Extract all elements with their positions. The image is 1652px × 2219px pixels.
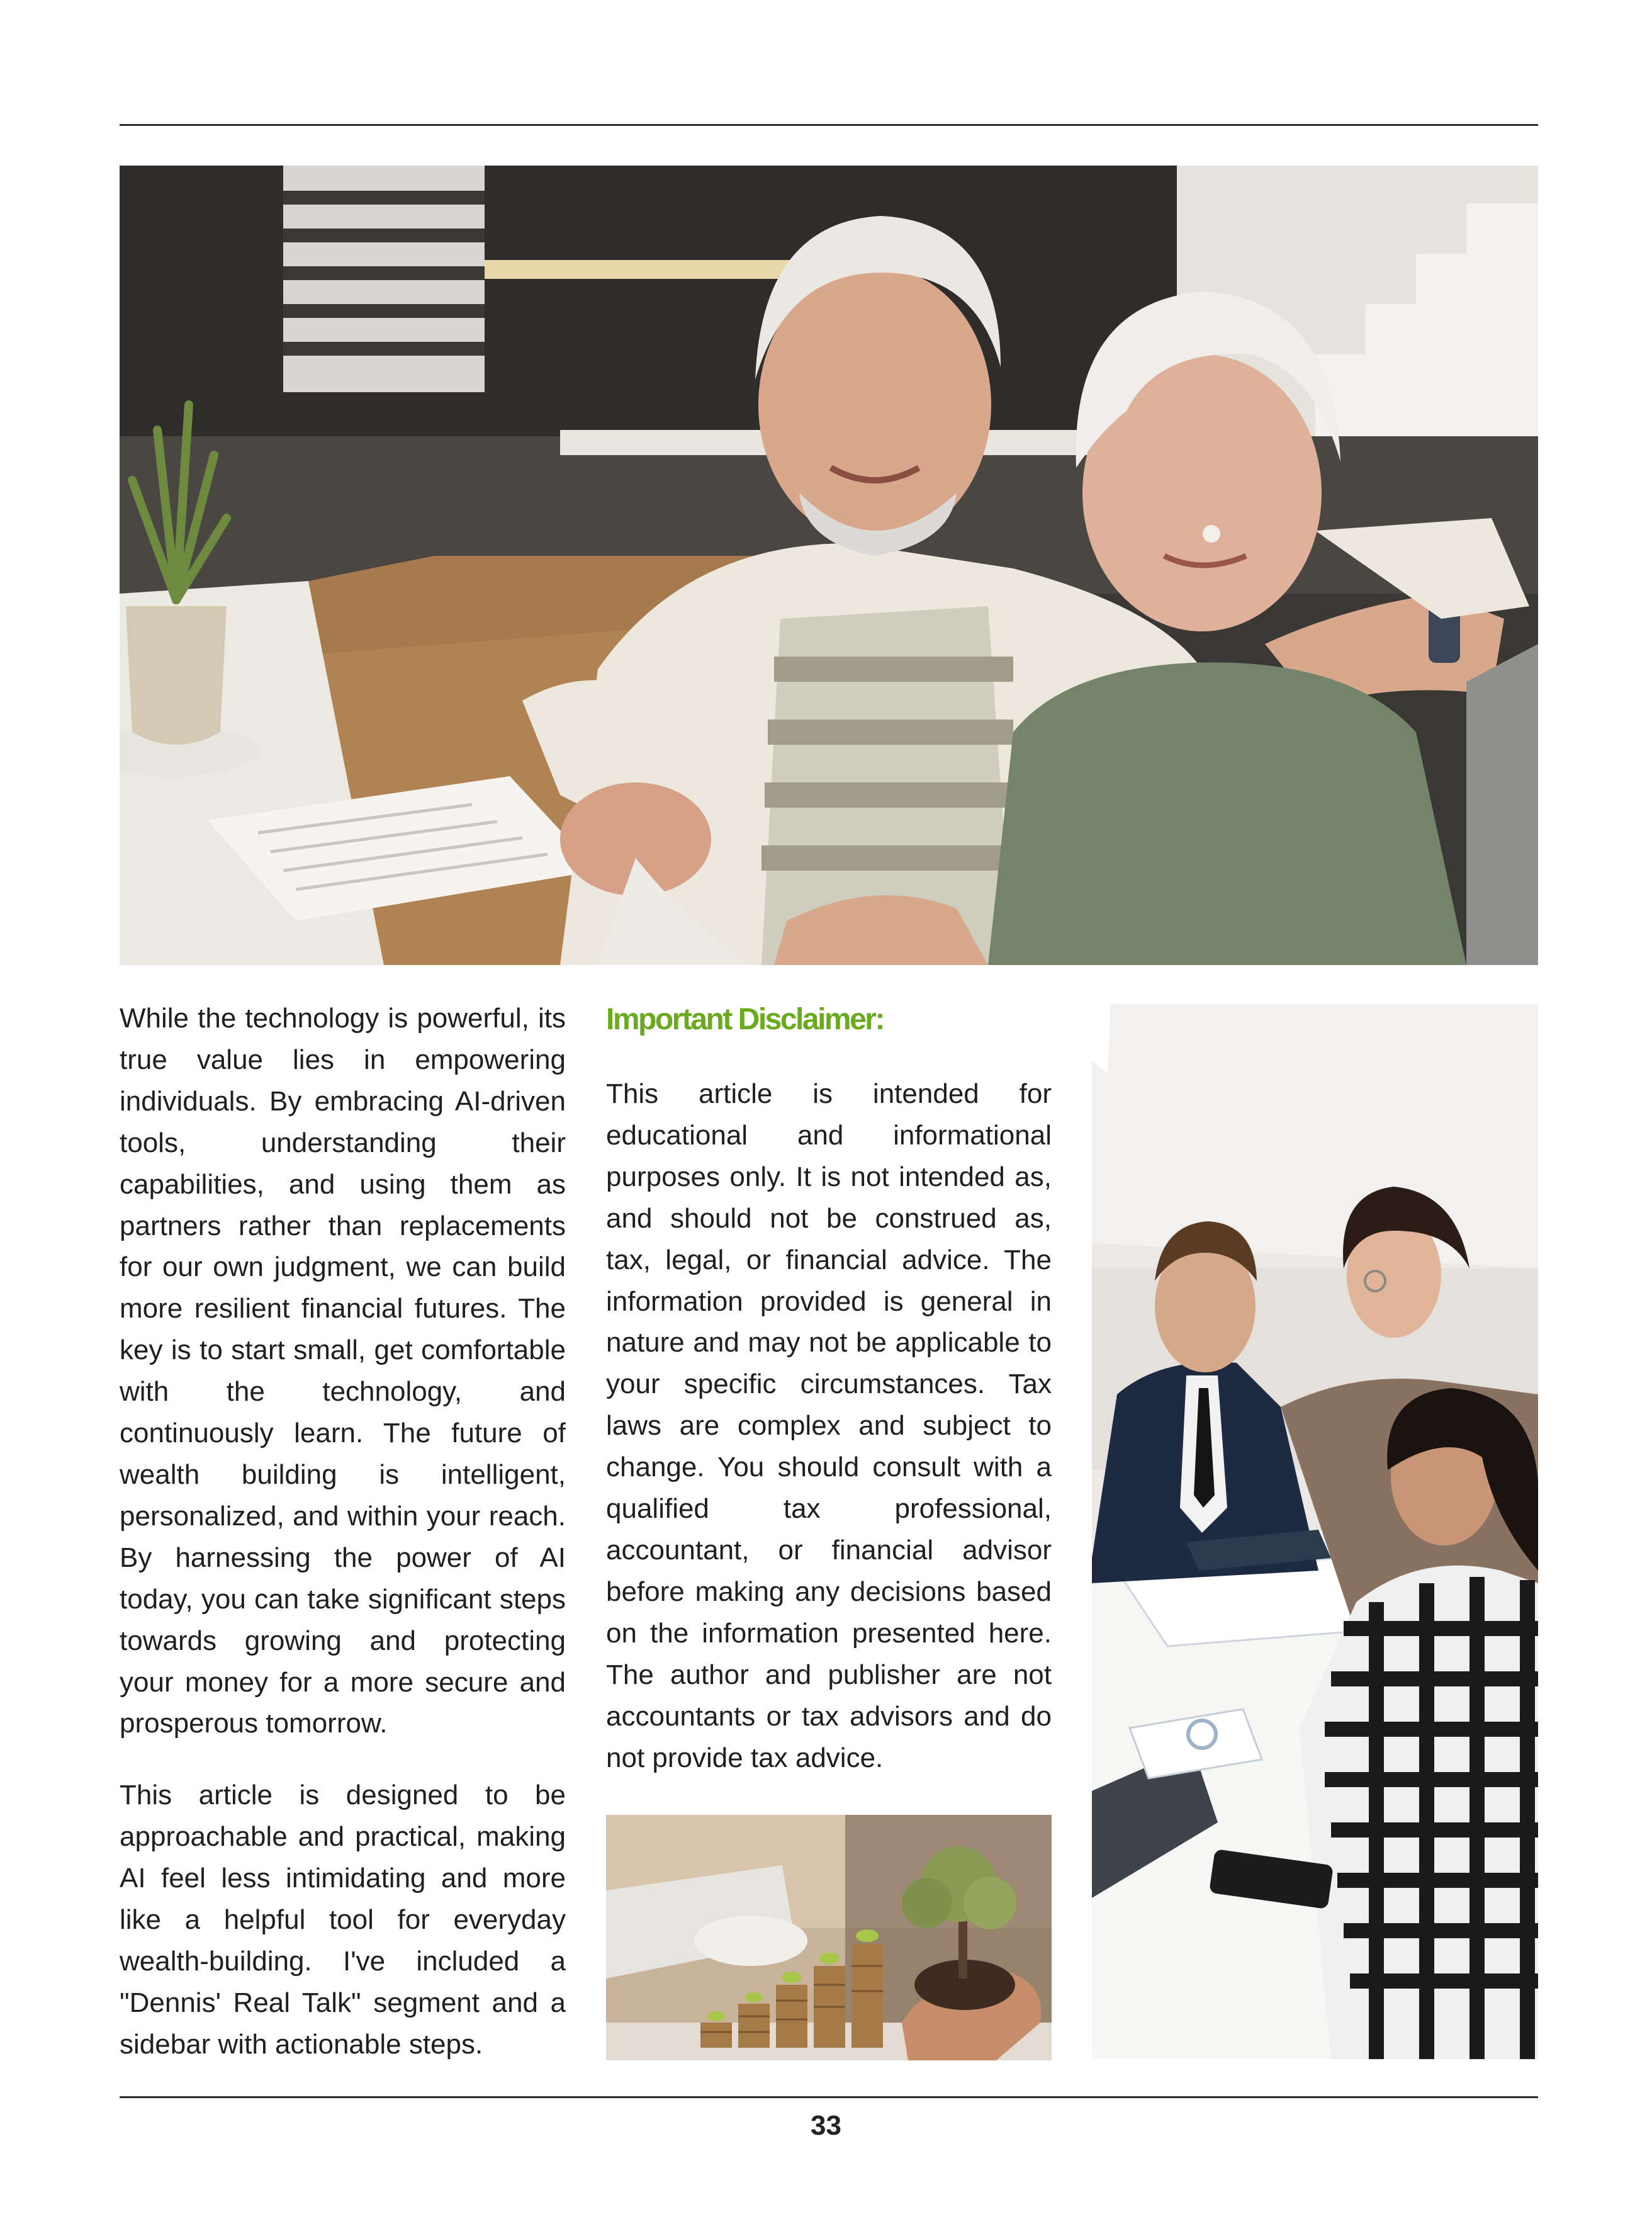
article-paragraph: While the technology is powerful, its true value lies in empowering individuals. By embracing AI-driven tools, understanding their capabilities, and using them as partners rather than replacements for our own judgment, we can build more resilient financial futures. The key is to start small, get comfortable with the technology, and continuously learn. The future of wealth building is intelligent, personalized, and within your reach. By harnessing the power of AI today, you can take significant steps towards growing and protecting your money for a more secure and prosperous tomorrow. bbox=[120, 1003, 566, 1739]
disclaimer-heading: Important Disclaimer: bbox=[606, 1003, 884, 1036]
disclaimer-body: This article is intended for educational and informational purposes only. It is not intended as, and should not be construed as, tax, legal, or financial advice. The information provided is general in nature and may not be applicable to your specific circumstances. Tax laws are complex and subject to change. You should consult with a qualified tax professional, accountant, or financial advisor before making any decisions based on the information presented here. The author and publisher are not accountants or tax advisors and do not provide tax advice. bbox=[606, 1078, 1052, 1773]
article-paragraph: This article is designed to be approachable and practical, making AI feel less intimidating and more like a helpful tool for everyday wealth-building. I've included a "Dennis' Real Talk" segment and a sidebar with actionable steps. bbox=[120, 1780, 566, 2060]
disclaimer-column bbox=[606, 998, 1052, 1778]
meeting-photo bbox=[1092, 1004, 1538, 2059]
footer-rule bbox=[120, 2096, 1538, 2098]
coins-tree-photo bbox=[606, 1815, 1052, 2060]
article-column bbox=[120, 998, 566, 2065]
page-number: 33 bbox=[811, 2110, 841, 2141]
header-rule bbox=[120, 124, 1538, 126]
hero-photo bbox=[120, 166, 1538, 965]
